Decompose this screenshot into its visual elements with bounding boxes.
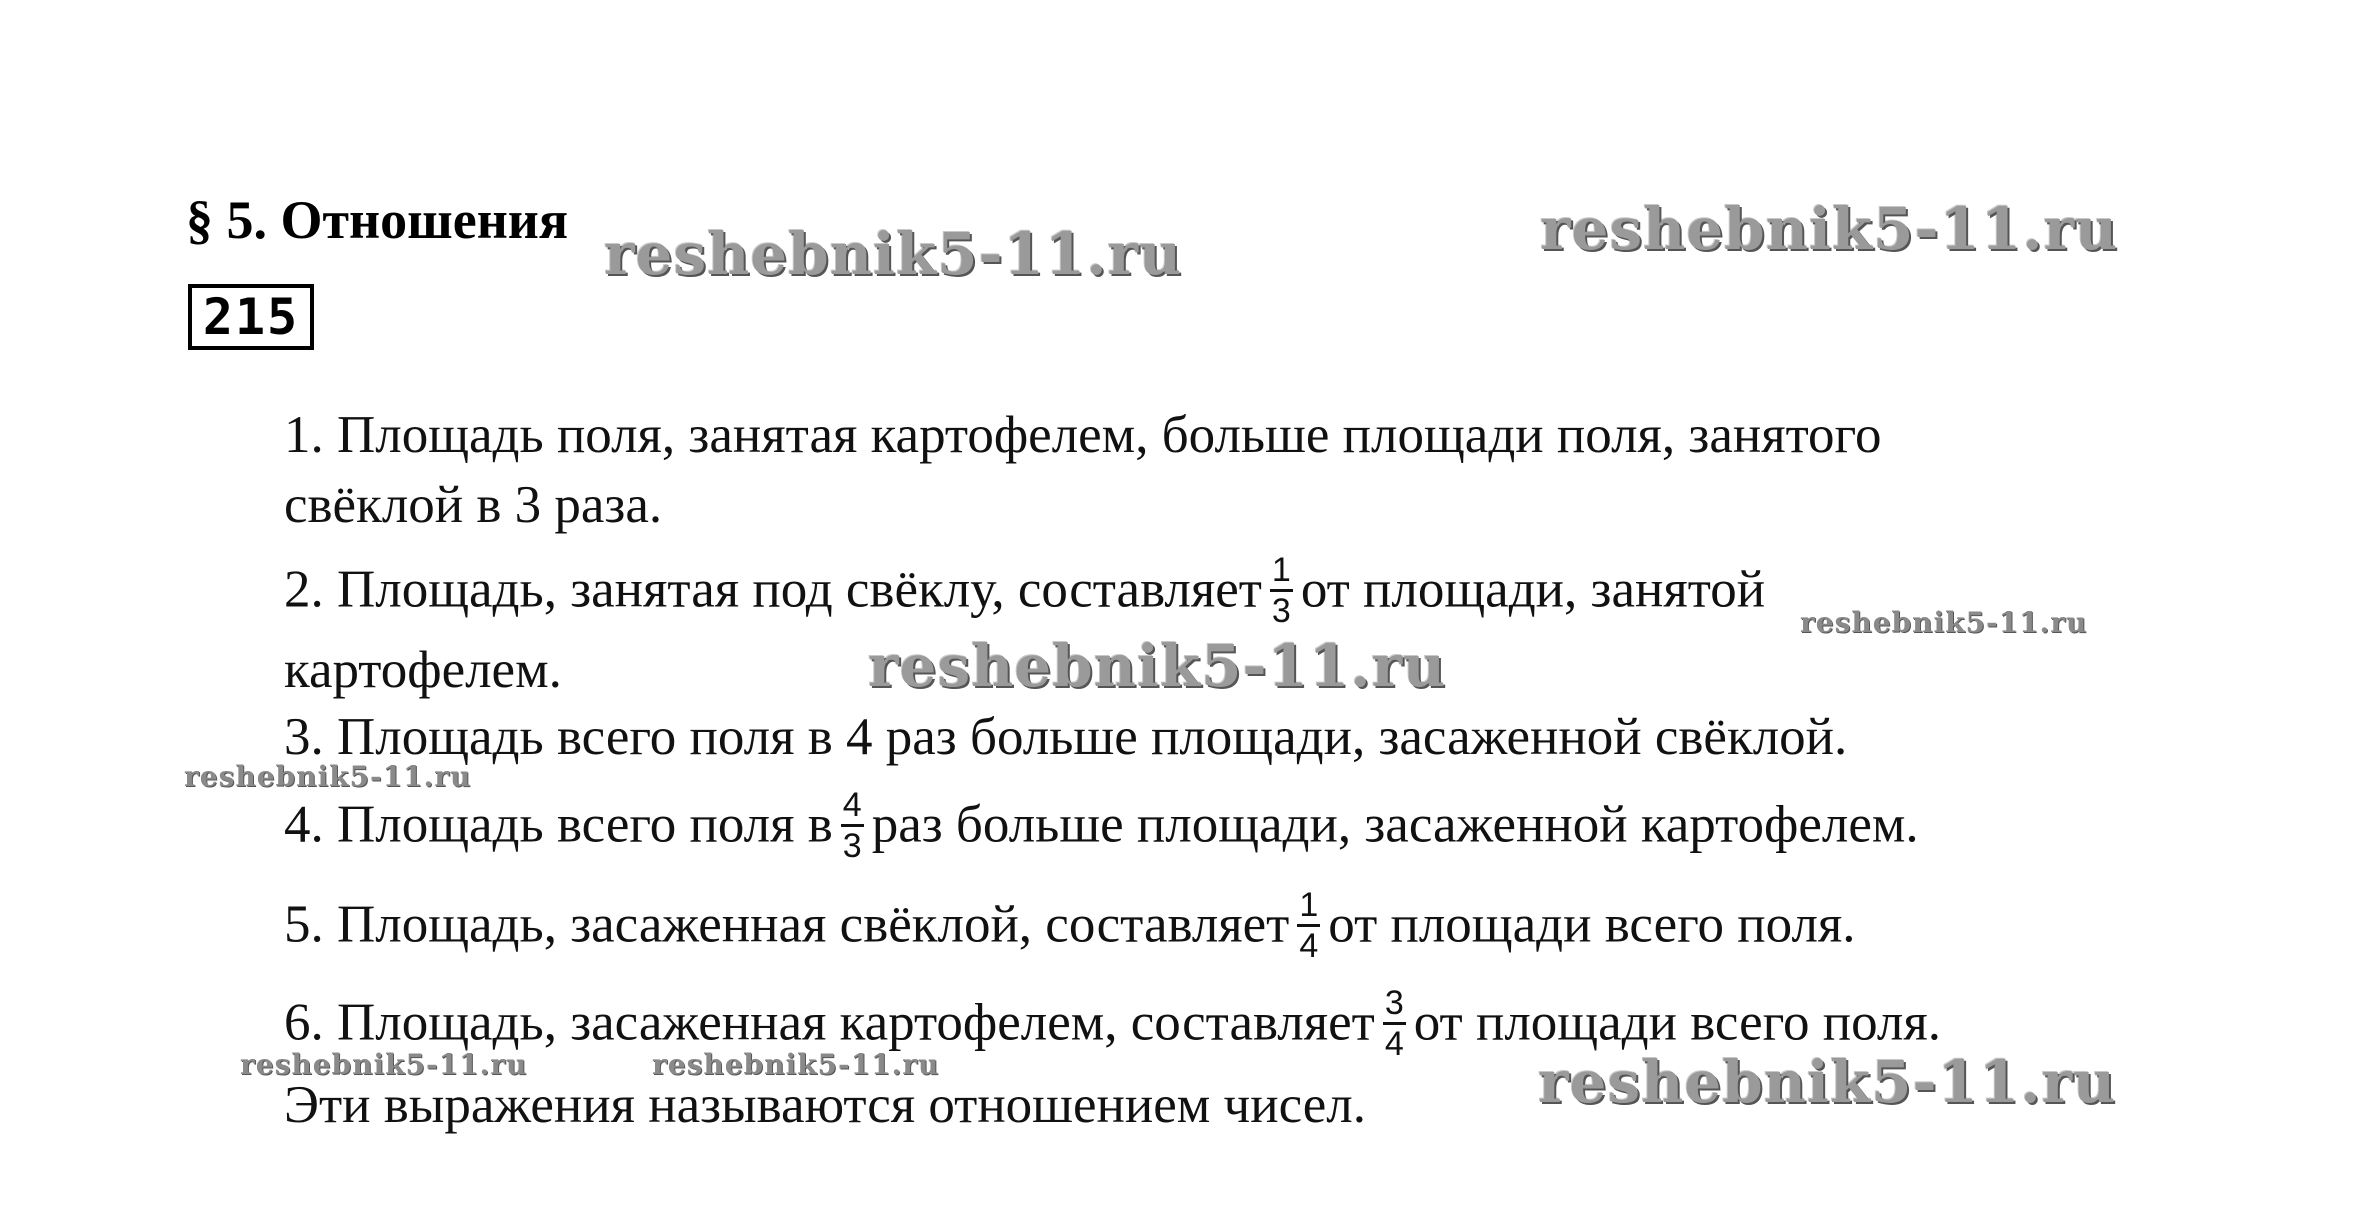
line-2-text-after: от площади, занятой — [1300, 560, 1766, 619]
line-2-text-before: 2. Площадь, занятая под свёклу, составляет — [284, 560, 1262, 619]
text-line-3: 3. Площадь всего поля в 4 раз больше площади, засаженной свёклой. — [284, 708, 1848, 766]
fraction-one-third — [1270, 551, 1293, 630]
watermark: reshebnik5-11.ru — [240, 1048, 528, 1081]
watermark: reshebnik5-11.ru — [1800, 606, 2088, 639]
text-line-1b: свёклой в 3 раза. — [284, 476, 663, 534]
fraction-one-quarter — [1297, 886, 1320, 965]
text-line-1a: 1. Площадь поля, занятая картофелем, больше площади поля, занятого — [284, 406, 1882, 464]
text-line-4 — [284, 786, 1919, 869]
fraction-numerator: 1 — [1299, 886, 1319, 924]
watermark: reshebnik5-11.ru — [184, 760, 472, 793]
line-4-text-before: 4. Площадь всего поля в — [284, 795, 833, 854]
watermark: reshebnik5-11.ru — [652, 1048, 940, 1081]
fraction-numerator: 3 — [1384, 984, 1404, 1022]
line-6-text-after: от площади всего поля. — [1413, 993, 1942, 1052]
fraction-numerator: 4 — [842, 786, 862, 824]
fraction-four-thirds — [841, 786, 864, 865]
fraction-denominator: 3 — [1270, 589, 1293, 630]
text-line-5 — [284, 886, 1856, 969]
line-5-text-after: от площади всего поля. — [1328, 895, 1856, 954]
watermark: reshebnik5-11.ru — [1538, 1048, 2117, 1116]
line-5-text-before: 5. Площадь, засаженная свёклой, составляет — [284, 895, 1290, 954]
problem-number-box: 215 — [188, 284, 314, 350]
line-6-text-before: 6. Площадь, засаженная картофелем, составляет — [284, 993, 1375, 1052]
watermark: reshebnik5-11.ru — [604, 220, 1183, 288]
watermark: reshebnik5-11.ru — [1540, 195, 2119, 263]
text-line-7: Эти выражения называются отношением чисел. — [284, 1076, 1366, 1134]
section-heading: § 5. Отношения — [186, 190, 569, 250]
line-4-text-after: раз больше площади, засаженной картофелем. — [871, 795, 1919, 854]
fraction-denominator: 3 — [841, 824, 864, 865]
text-line-2b: картофелем. — [284, 641, 562, 699]
fraction-numerator: 1 — [1271, 551, 1291, 589]
watermark: reshebnik5-11.ru — [868, 632, 1447, 700]
fraction-three-quarters — [1383, 984, 1406, 1063]
fraction-denominator: 4 — [1383, 1022, 1406, 1063]
text-line-2 — [284, 551, 1766, 634]
fraction-denominator: 4 — [1297, 924, 1320, 965]
